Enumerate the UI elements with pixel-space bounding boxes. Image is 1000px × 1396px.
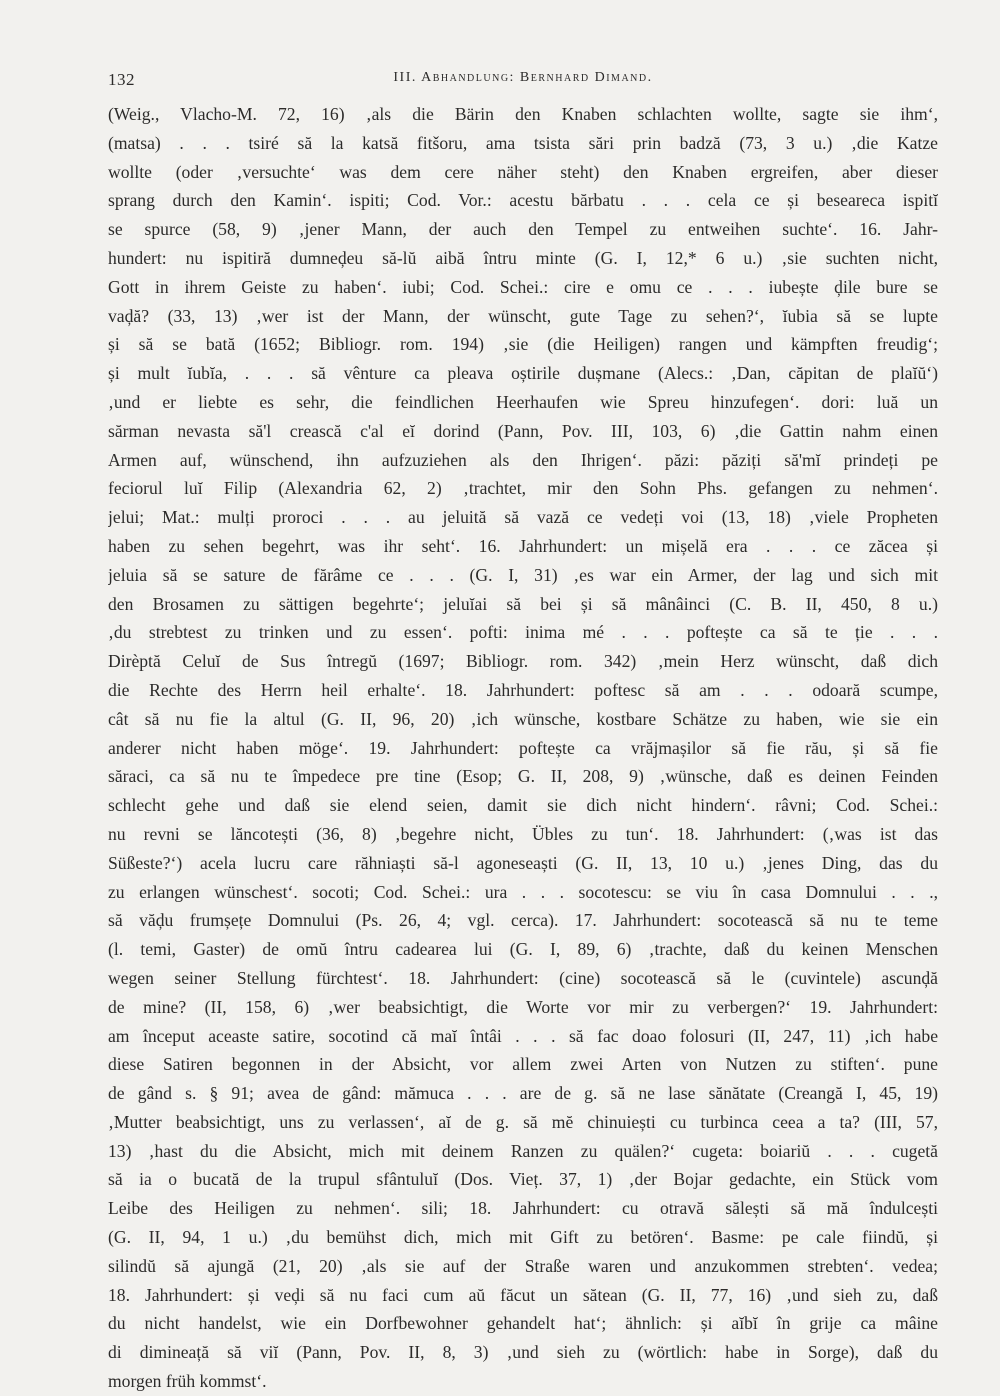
text-line: silindŭ să ajungă (21, 20) ‚als sie auf der Straße waren und anzukommen strebten‘. vedea; [108,1255,938,1276]
text-line: nu revni se lăncotești (36, 8) ‚begehre nicht, Übles zu tun‘. 18. Jahrhundert: (‚was ist das [108,823,938,844]
text-line: ‚und er liebte es sehr, die feindlichen Heerhaufen wie Spreu hinzufegen‘. dori: luă un [108,391,938,412]
body-text [108,100,938,1396]
text-line: să ia o bucată de la trupul sfântuluĭ (Dos. Vieț. 37, 1) ‚der Bojar gedachte, ein Stück vom [108,1169,938,1190]
text-line: să văḑu frumșețe Domnului (Ps. 26, 4; vgl. cerca). 17. Jahrhundert: socotească să nu te teme [108,910,938,931]
text-line: schlecht gehe und daß sie elend seien, damit sie dich nicht hindern‘. râvni; Cod. Schei.: [108,795,938,816]
text-line: 13) ‚hast du die Absicht, mich mit deinem Ranzen zu quälen?‘ cugeta: boiariŭ . . . cugetă [108,1140,938,1161]
text-line: wegen seiner Stellung fürchtest‘. 18. Jahrhundert: (cine) socotească să le (cuvintele) ascunḑă [108,967,938,988]
text-line: haben zu sehen begehrt, was ihr seht‘. 16. Jahrhundert: un mișelă era . . . ce zăcea și [108,535,938,556]
text-line: sprang durch den Kamin‘. ispiti; Cod. Vor.: acestu bărbatu . . . cela ce și beseareca ispitĭ [108,190,938,211]
text-line: vaḑă? (33, 13) ‚wer ist der Mann, der wünscht, gute Tage zu sehen?‘, ĭubia să se lupte [108,305,938,326]
text-line: (G. II, 94, 1 u.) ‚du bemühst dich, mich mit Gift zu betören‘. Basme: pe cale fiindŭ, și [108,1227,938,1248]
text-line: feciorul luĭ Filip (Alexandria 62, 2) ‚trachtet, mir den Sohn Phs. gefangen zu nehmen‘. [108,478,938,499]
text-line: jeluia să se sature de fărâme ce . . . (G. I, 31) ‚es war ein Armer, der lag und sich mit [108,564,938,585]
text-line: sărman nevasta să'l crească c'al eĭ dorind (Pann, Pov. III, 103, 6) ‚die Gattin nahm einen [108,420,938,441]
text-line: de gând s. § 91; avea de gând: mămuca . . . are de g. să ne lase sănătate (Creangă I, 45, 19) [108,1083,938,1104]
text-line: 18. Jahrhundert: și veḑi să nu faci cum aŭ făcut un sătean (G. II, 77, 16) ‚und sieh zu, daß [108,1284,938,1305]
text-line: (matsa) . . . tsiré să la katsă fitšoru, ama tsista sări prin badză (73, 3 u.) ‚die Katze [108,132,938,153]
text-line: hundert: nu ispitiră dumneḑeu să-lŭ aibă întru minte (G. I, 12,* 6 u.) ‚sie suchten nicht, [108,247,938,268]
text-line: jelui; Mat.: mulți proroci . . . au jeluită să vază ce vedeți voi (13, 18) ‚viele Propheten [108,507,938,528]
text-line: wollte (oder ‚versuchte‘ was dem cere näher steht) den Knaben ergreifen, aber dieser [108,161,938,182]
text-line: ‚du strebtest zu trinken und zu essen‘. pofti: inima mé . . . poftește ca să te ție . . . [108,622,938,643]
text-line: săraci, ca să nu te împedece pre tine (Esop; G. II, 208, 9) ‚wünsche, daß es deinen Feinden [108,766,938,787]
text-line: de mine? (II, 158, 6) ‚wer beabsichtigt, die Worte vor mir zu verbergen?‘ 19. Jahrhundert: [108,996,938,1017]
text-line: Dirèptă Celuĭ de Sus întregŭ (1697; Bibliogr. rom. 342) ‚mein Herz wünscht, daß dich [108,651,938,672]
text-line: die Rechte des Herrn heil erhalte‘. 18. Jahrhundert: poftesc să am . . . odoară scumpe, [108,679,938,700]
text-line: du nicht handelst, wie ein Dorfbewohner gehandelt hat‘; ähnlich: și aĭbĭ în grije ca mâine [108,1313,938,1334]
text-line: diese Satiren begonnen in der Absicht, vor allem zwei Arten von Nutzen zu stiften‘. pune [108,1054,938,1075]
text-line: morgen früh kommst‘. [108,1371,267,1392]
text-line: cât să nu fie la altul (G. II, 96, 20) ‚ich wünsche, kostbare Schätze zu haben, wie sie ein [108,708,938,729]
text-line: zu erlangen wünschest‘. socoti; Cod. Schei.: ura . . . socotescu: se viu în casa Domnului . . ., [108,881,938,902]
text-line: di dimineață să viĭ (Pann, Pov. II, 8, 3) ‚und sieh zu (wörtlich: habe in Sorge), daß du [108,1342,938,1363]
text-line: Gott in ihrem Geiste zu haben‘. iubi; Cod. Schei.: cire e omu ce . . . iubește ḑile bure se [108,276,938,297]
text-line: Leibe des Heiligen zu nehmen‘. sili; 18. Jahrhundert: cu otravă sălești să mă îndulcești [108,1198,938,1219]
page-number: 132 [108,70,135,89]
text-line: (l. temi, Gaster) de omŭ întru cadearea lui (G. I, 89, 6) ‚trachte, daß du keinen Menschen [108,939,938,960]
text-line: se spurce (58, 9) ‚jener Mann, der auch den Tempel zu entweihen suchte‘. 16. Jahr- [108,219,938,240]
running-head: III. Abhandlung: Bernhard Dimand. [393,70,653,85]
text-line: am început aceaste satire, socotind că maĭ întâi . . . să fac doao folosuri (II, 247, 11) ‚ich habe [108,1025,938,1046]
text-line: și mult ĭubĭa, . . . să vênture ca pleava oștirile dușmane (Alecs.: ‚Dan, căpitan de plaĭŭ‘) [108,363,938,384]
text-line: anderer nicht haben möge‘. 19. Jahrhundert: poftește ca vrăjmașilor să fie rău, și să fie [108,737,938,758]
text-line: și să se bată (1652; Bibliogr. rom. 194) ‚sie (die Heiligen) rangen und kämpften freudig‘; [108,334,938,355]
text-line: Süßeste?‘) acela lucru care răhniaști să-l agoneseaști (G. II, 13, 10 u.) ‚jenes Ding, das du [108,852,938,873]
text-line: den Brosamen zu sättigen begehrte‘; jeluĭai să bei și să mânâinci (C. B. II, 450, 8 u.) [108,593,938,614]
text-line: Armen auf, wünschend, ihn aufzuziehen als den Ihrigen‘. păzi: păziți să'mĭ prindeți pe [108,449,938,470]
page-header [108,70,938,98]
text-line: ‚Mutter beabsichtigt, uns zu verlassen‘, aĭ de g. să mĕ chinuiești cu turbinca ceea a ta? (III, 57, [108,1111,938,1132]
text-line: (Weig., Vlacho-M. 72, 16) ‚als die Bärin den Knaben schlachten wollte, sagte sie ihm‘, [108,104,938,124]
